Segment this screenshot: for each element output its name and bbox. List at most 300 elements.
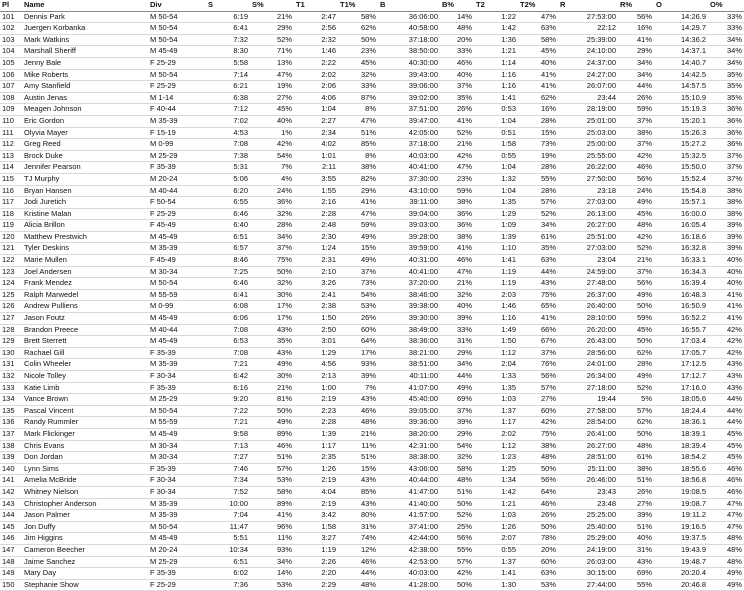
bike-pct-cell: 46% [440, 255, 474, 267]
bike-pct-cell: 50% [440, 579, 474, 591]
swim-pct-cell: 58% [250, 486, 294, 498]
overall-cell: 14:26.9 [654, 11, 708, 23]
overall-pct-cell: 45% [708, 440, 744, 452]
transition2-pct-cell: 67% [518, 336, 558, 348]
table-row [0, 57, 744, 69]
swim-pct-cell: 52% [250, 34, 294, 46]
place-cell: 116 [0, 185, 22, 197]
transition1-pct-cell: 41% [338, 197, 378, 209]
overall-pct-cell: 40% [708, 255, 744, 267]
bike-cell: 40:03:00 [378, 150, 440, 162]
transition2-pct-cell: 20% [518, 544, 558, 556]
table-row [0, 127, 744, 139]
run-cell: 25:01:00 [558, 115, 618, 127]
run-pct-cell: 50% [618, 428, 654, 440]
place-cell: 134 [0, 394, 22, 406]
place-cell: 130 [0, 347, 22, 359]
division-cell: F 35-39 [148, 568, 206, 580]
place-cell: 106 [0, 69, 22, 81]
place-cell: 120 [0, 231, 22, 243]
name-cell: Olyvia Mayer [22, 127, 148, 139]
overall-pct-cell: 47% [708, 521, 744, 533]
name-cell: Pascal Vincent [22, 405, 148, 417]
transition2-cell: 1:17 [474, 417, 518, 429]
run-pct-cell: 44% [618, 81, 654, 93]
bike-cell: 39:03:00 [378, 220, 440, 232]
division-cell: M 45-49 [148, 231, 206, 243]
transition2-cell: 0:55 [474, 150, 518, 162]
run-cell: 26:34:00 [558, 371, 618, 383]
place-cell: 119 [0, 220, 22, 232]
column-header-transition1-pct: T1% [338, 0, 378, 11]
bike-cell: 41:28:00 [378, 579, 440, 591]
run-pct-cell: 26% [618, 486, 654, 498]
transition1-cell: 1:17 [294, 440, 338, 452]
transition2-pct-cell: 63% [518, 23, 558, 35]
transition1-cell: 2:56 [294, 23, 338, 35]
transition1-cell: 2:50 [294, 324, 338, 336]
overall-pct-cell: 35% [708, 69, 744, 81]
swim-pct-cell: 96% [250, 521, 294, 533]
overall-cell: 15:27.2 [654, 139, 708, 151]
overall-pct-cell: 45% [708, 428, 744, 440]
place-cell: 126 [0, 301, 22, 313]
overall-cell: 16:18.6 [654, 231, 708, 243]
run-pct-cell: 56% [618, 278, 654, 290]
bike-cell: 39:04:00 [378, 208, 440, 220]
bike-pct-cell: 34% [440, 359, 474, 371]
run-pct-cell: 29% [618, 46, 654, 58]
bike-pct-cell: 48% [440, 475, 474, 487]
bike-cell: 37:18:00 [378, 34, 440, 46]
transition2-pct-cell: 27% [518, 394, 558, 406]
table-row [0, 220, 744, 232]
transition2-pct-cell: 50% [518, 463, 558, 475]
division-cell: F 35-39 [148, 463, 206, 475]
table-row [0, 428, 744, 440]
bike-cell: 39:38:00 [378, 301, 440, 313]
swim-cell: 6:40 [206, 220, 250, 232]
swim-cell: 6:02 [206, 568, 250, 580]
division-cell: F 30-34 [148, 371, 206, 383]
table-row [0, 11, 744, 23]
bike-cell: 40:03:00 [378, 568, 440, 580]
bike-cell: 40:41:00 [378, 162, 440, 174]
place-cell: 109 [0, 104, 22, 116]
division-cell: M 35-39 [148, 510, 206, 522]
transition2-cell: 1:35 [474, 382, 518, 394]
transition2-cell: 1:34 [474, 475, 518, 487]
overall-pct-cell: 35% [708, 92, 744, 104]
transition1-cell: 3:42 [294, 510, 338, 522]
transition2-cell: 1:30 [474, 579, 518, 591]
bike-cell: 40:41:00 [378, 266, 440, 278]
table-row [0, 463, 744, 475]
bike-pct-cell: 52% [440, 510, 474, 522]
overall-cell: 16:50.9 [654, 301, 708, 313]
name-cell: Dennis Park [22, 11, 148, 23]
swim-cell: 6:53 [206, 336, 250, 348]
transition1-pct-cell: 48% [338, 417, 378, 429]
transition1-pct-cell: 51% [338, 452, 378, 464]
transition1-pct-cell: 33% [338, 81, 378, 93]
swim-cell: 6:06 [206, 313, 250, 325]
bike-pct-cell: 14% [440, 11, 474, 23]
transition2-pct-cell: 37% [518, 347, 558, 359]
table-row [0, 197, 744, 209]
run-pct-cell: 52% [618, 382, 654, 394]
swim-pct-cell: 7% [250, 162, 294, 174]
swim-pct-cell: 35% [250, 336, 294, 348]
run-pct-cell: 34% [618, 57, 654, 69]
bike-pct-cell: 51% [440, 486, 474, 498]
place-cell: 146 [0, 533, 22, 545]
swim-cell: 6:19 [206, 11, 250, 23]
transition2-cell: 1:50 [474, 336, 518, 348]
transition2-pct-cell: 53% [518, 579, 558, 591]
transition2-pct-cell: 76% [518, 359, 558, 371]
place-cell: 132 [0, 371, 22, 383]
transition2-cell: 1:36 [474, 34, 518, 46]
run-cell: 26:13:00 [558, 208, 618, 220]
swim-pct-cell: 93% [250, 544, 294, 556]
run-pct-cell: 48% [618, 220, 654, 232]
table-row [0, 405, 744, 417]
overall-pct-cell: 34% [708, 46, 744, 58]
transition2-pct-cell: 41% [518, 81, 558, 93]
table-row [0, 452, 744, 464]
transition2-pct-cell: 26% [518, 510, 558, 522]
bike-pct-cell: 59% [440, 185, 474, 197]
bike-pct-cell: 47% [440, 266, 474, 278]
swim-pct-cell: 71% [250, 46, 294, 58]
swim-cell: 7:21 [206, 417, 250, 429]
swim-pct-cell: 21% [250, 11, 294, 23]
run-cell: 27:50:00 [558, 173, 618, 185]
run-cell: 24:01:00 [558, 359, 618, 371]
place-cell: 145 [0, 521, 22, 533]
transition2-cell: 1:19 [474, 278, 518, 290]
name-cell: Meagen Johnson [22, 104, 148, 116]
transition2-pct-cell: 40% [518, 57, 558, 69]
swim-pct-cell: 50% [250, 405, 294, 417]
swim-cell: 7:08 [206, 347, 250, 359]
bike-pct-cell: 33% [440, 324, 474, 336]
bike-pct-cell: 54% [440, 440, 474, 452]
overall-pct-cell: 49% [708, 568, 744, 580]
overall-pct-cell: 43% [708, 382, 744, 394]
transition1-cell: 2:19 [294, 498, 338, 510]
transition1-pct-cell: 32% [338, 69, 378, 81]
run-pct-cell: 39% [618, 510, 654, 522]
overall-cell: 16:52.2 [654, 313, 708, 325]
swim-cell: 7:13 [206, 440, 250, 452]
overall-cell: 16:05.4 [654, 220, 708, 232]
transition1-cell: 1:26 [294, 463, 338, 475]
swim-cell: 10:00 [206, 498, 250, 510]
run-pct-cell: 31% [618, 544, 654, 556]
header-row [0, 0, 744, 11]
name-cell: Lynn Sims [22, 463, 148, 475]
transition2-pct-cell: 16% [518, 104, 558, 116]
run-cell: 28:56:00 [558, 347, 618, 359]
division-cell: M 45-49 [148, 46, 206, 58]
run-pct-cell: 51% [618, 475, 654, 487]
overall-pct-cell: 37% [708, 173, 744, 185]
swim-pct-cell: 19% [250, 81, 294, 93]
transition2-cell: 1:33 [474, 371, 518, 383]
transition2-cell: 1:49 [474, 324, 518, 336]
transition1-cell: 1:46 [294, 46, 338, 58]
overall-pct-cell: 38% [708, 185, 744, 197]
swim-cell: 5:58 [206, 57, 250, 69]
bike-cell: 41:57:00 [378, 510, 440, 522]
table-row [0, 69, 744, 81]
bike-pct-cell: 44% [440, 371, 474, 383]
run-cell: 26:46:00 [558, 475, 618, 487]
swim-cell: 6:51 [206, 231, 250, 243]
run-cell: 26:27:00 [558, 440, 618, 452]
overall-pct-cell: 40% [708, 278, 744, 290]
transition2-cell: 1:25 [474, 463, 518, 475]
swim-pct-cell: 49% [250, 417, 294, 429]
run-cell: 23:44 [558, 92, 618, 104]
division-cell: F 40-44 [148, 104, 206, 116]
table-row [0, 579, 744, 591]
swim-pct-cell: 17% [250, 313, 294, 325]
transition1-pct-cell: 39% [338, 371, 378, 383]
transition1-cell: 2:27 [294, 115, 338, 127]
run-cell: 23:43 [558, 486, 618, 498]
run-cell: 26:41:00 [558, 428, 618, 440]
run-pct-cell: 16% [618, 23, 654, 35]
swim-pct-cell: 42% [250, 139, 294, 151]
bike-cell: 42:44:00 [378, 533, 440, 545]
division-cell: M 40-44 [148, 324, 206, 336]
transition1-pct-cell: 49% [338, 255, 378, 267]
table-row [0, 336, 744, 348]
division-cell: M 0-99 [148, 301, 206, 313]
bike-pct-cell: 50% [440, 498, 474, 510]
bike-cell: 39:47:00 [378, 115, 440, 127]
name-cell: Brandon Preece [22, 324, 148, 336]
overall-cell: 15:50.0 [654, 162, 708, 174]
swim-cell: 7:34 [206, 475, 250, 487]
bike-pct-cell: 42% [440, 150, 474, 162]
swim-cell: 7:12 [206, 104, 250, 116]
run-pct-cell: 43% [618, 556, 654, 568]
bike-pct-cell: 56% [440, 533, 474, 545]
swim-pct-cell: 51% [250, 452, 294, 464]
name-cell: Mark Flickinger [22, 428, 148, 440]
run-pct-cell: 55% [618, 579, 654, 591]
place-cell: 103 [0, 34, 22, 46]
run-cell: 28:54:00 [558, 417, 618, 429]
division-cell: M 30-34 [148, 266, 206, 278]
bike-cell: 39:30:00 [378, 313, 440, 325]
name-cell: Chris Evans [22, 440, 148, 452]
bike-pct-cell: 40% [440, 69, 474, 81]
table-row [0, 81, 744, 93]
bike-pct-cell: 42% [440, 568, 474, 580]
overall-pct-cell: 36% [708, 104, 744, 116]
column-header-bike: B [378, 0, 440, 11]
run-pct-cell: 69% [618, 568, 654, 580]
bike-pct-cell: 39% [440, 417, 474, 429]
overall-cell: 17:12.5 [654, 359, 708, 371]
transition2-pct-cell: 35% [518, 243, 558, 255]
bike-pct-cell: 37% [440, 405, 474, 417]
run-cell: 25:29:00 [558, 533, 618, 545]
swim-pct-cell: 30% [250, 371, 294, 383]
bike-cell: 38:49:00 [378, 324, 440, 336]
run-cell: 25:40:00 [558, 521, 618, 533]
run-cell: 28:10:00 [558, 313, 618, 325]
transition1-cell: 2:31 [294, 255, 338, 267]
table-row [0, 34, 744, 46]
bike-cell: 43:10:00 [378, 185, 440, 197]
division-cell: M 45-49 [148, 336, 206, 348]
name-cell: Jennifer Pearson [22, 162, 148, 174]
table-row [0, 521, 744, 533]
division-cell: M 50-54 [148, 11, 206, 23]
swim-cell: 7:52 [206, 486, 250, 498]
transition1-cell: 2:48 [294, 220, 338, 232]
place-cell: 139 [0, 452, 22, 464]
bike-cell: 39:36:00 [378, 417, 440, 429]
run-cell: 24:27:00 [558, 69, 618, 81]
swim-cell: 6:08 [206, 301, 250, 313]
name-cell: Mary Day [22, 568, 148, 580]
swim-cell: 11:47 [206, 521, 250, 533]
transition1-cell: 1:19 [294, 544, 338, 556]
transition1-pct-cell: 37% [338, 266, 378, 278]
name-cell: Don Jordan [22, 452, 148, 464]
overall-cell: 18:39.1 [654, 428, 708, 440]
transition1-pct-cell: 15% [338, 463, 378, 475]
division-cell: M 50-54 [148, 34, 206, 46]
place-cell: 142 [0, 486, 22, 498]
transition2-cell: 1:03 [474, 510, 518, 522]
transition2-cell: 1:04 [474, 185, 518, 197]
division-cell: M 1-14 [148, 92, 206, 104]
transition1-pct-cell: 74% [338, 533, 378, 545]
swim-pct-cell: 21% [250, 382, 294, 394]
transition1-cell: 3:01 [294, 336, 338, 348]
place-cell: 149 [0, 568, 22, 580]
transition1-pct-cell: 60% [338, 324, 378, 336]
swim-pct-cell: 34% [250, 556, 294, 568]
transition2-pct-cell: 34% [518, 220, 558, 232]
swim-pct-cell: 47% [250, 69, 294, 81]
transition2-cell: 1:09 [474, 220, 518, 232]
overall-cell: 16:32.8 [654, 243, 708, 255]
bike-pct-cell: 48% [440, 23, 474, 35]
overall-pct-cell: 48% [708, 556, 744, 568]
overall-cell: 15:10.9 [654, 92, 708, 104]
division-cell: M 50-54 [148, 69, 206, 81]
transition1-cell: 2:38 [294, 301, 338, 313]
run-pct-cell: 57% [618, 405, 654, 417]
run-cell: 25:55:00 [558, 150, 618, 162]
name-cell: Andrew Pulliens [22, 301, 148, 313]
transition2-cell: 1:19 [474, 266, 518, 278]
overall-cell: 17:12.7 [654, 371, 708, 383]
transition1-pct-cell: 80% [338, 510, 378, 522]
swim-pct-cell: 49% [250, 359, 294, 371]
transition1-pct-cell: 8% [338, 150, 378, 162]
place-cell: 118 [0, 208, 22, 220]
run-cell: 27:53:00 [558, 11, 618, 23]
run-pct-cell: 51% [618, 521, 654, 533]
overall-cell: 14:36.2 [654, 34, 708, 46]
transition2-pct-cell: 43% [518, 278, 558, 290]
column-header-overall: O [654, 0, 708, 11]
name-cell: Kristine Malan [22, 208, 148, 220]
overall-pct-cell: 44% [708, 405, 744, 417]
run-pct-cell: 37% [618, 115, 654, 127]
transition1-cell: 3:26 [294, 278, 338, 290]
name-cell: Marshall Sheriff [22, 46, 148, 58]
bike-cell: 40:31:00 [378, 255, 440, 267]
bike-pct-cell: 40% [440, 301, 474, 313]
bike-cell: 37:41:00 [378, 521, 440, 533]
name-cell: Mike Roberts [22, 69, 148, 81]
transition2-pct-cell: 42% [518, 417, 558, 429]
run-pct-cell: 27% [618, 498, 654, 510]
overall-pct-cell: 43% [708, 371, 744, 383]
swim-cell: 7:21 [206, 359, 250, 371]
transition1-pct-cell: 11% [338, 440, 378, 452]
name-cell: Whitney Nielson [22, 486, 148, 498]
swim-cell: 7:25 [206, 266, 250, 278]
bike-pct-cell: 32% [440, 289, 474, 301]
column-header-place: Pl [0, 0, 22, 11]
bike-cell: 36:06:00 [378, 11, 440, 23]
bike-pct-cell: 29% [440, 428, 474, 440]
run-pct-cell: 48% [618, 440, 654, 452]
swim-pct-cell: 53% [250, 475, 294, 487]
transition2-pct-cell: 52% [518, 208, 558, 220]
overall-cell: 18:05.6 [654, 394, 708, 406]
transition1-cell: 4:56 [294, 359, 338, 371]
overall-pct-cell: 39% [708, 231, 744, 243]
transition2-cell: 1:39 [474, 231, 518, 243]
overall-cell: 16:48.3 [654, 289, 708, 301]
run-cell: 25:39:00 [558, 34, 618, 46]
bike-pct-cell: 36% [440, 220, 474, 232]
place-cell: 124 [0, 278, 22, 290]
run-pct-cell: 56% [618, 11, 654, 23]
transition2-cell: 1:16 [474, 81, 518, 93]
run-pct-cell: 26% [618, 92, 654, 104]
bike-cell: 37:20:00 [378, 278, 440, 290]
place-cell: 115 [0, 173, 22, 185]
bike-pct-cell: 25% [440, 521, 474, 533]
transition1-cell: 1:39 [294, 428, 338, 440]
overall-pct-cell: 47% [708, 498, 744, 510]
swim-pct-cell: 34% [250, 231, 294, 243]
run-cell: 25:11:00 [558, 463, 618, 475]
swim-cell: 6:57 [206, 243, 250, 255]
overall-pct-cell: 43% [708, 359, 744, 371]
name-cell: Juergen Korbanka [22, 23, 148, 35]
bike-pct-cell: 37% [440, 81, 474, 93]
swim-cell: 9:20 [206, 394, 250, 406]
name-cell: Bryan Hansen [22, 185, 148, 197]
overall-cell: 16:00.0 [654, 208, 708, 220]
transition1-pct-cell: 62% [338, 23, 378, 35]
